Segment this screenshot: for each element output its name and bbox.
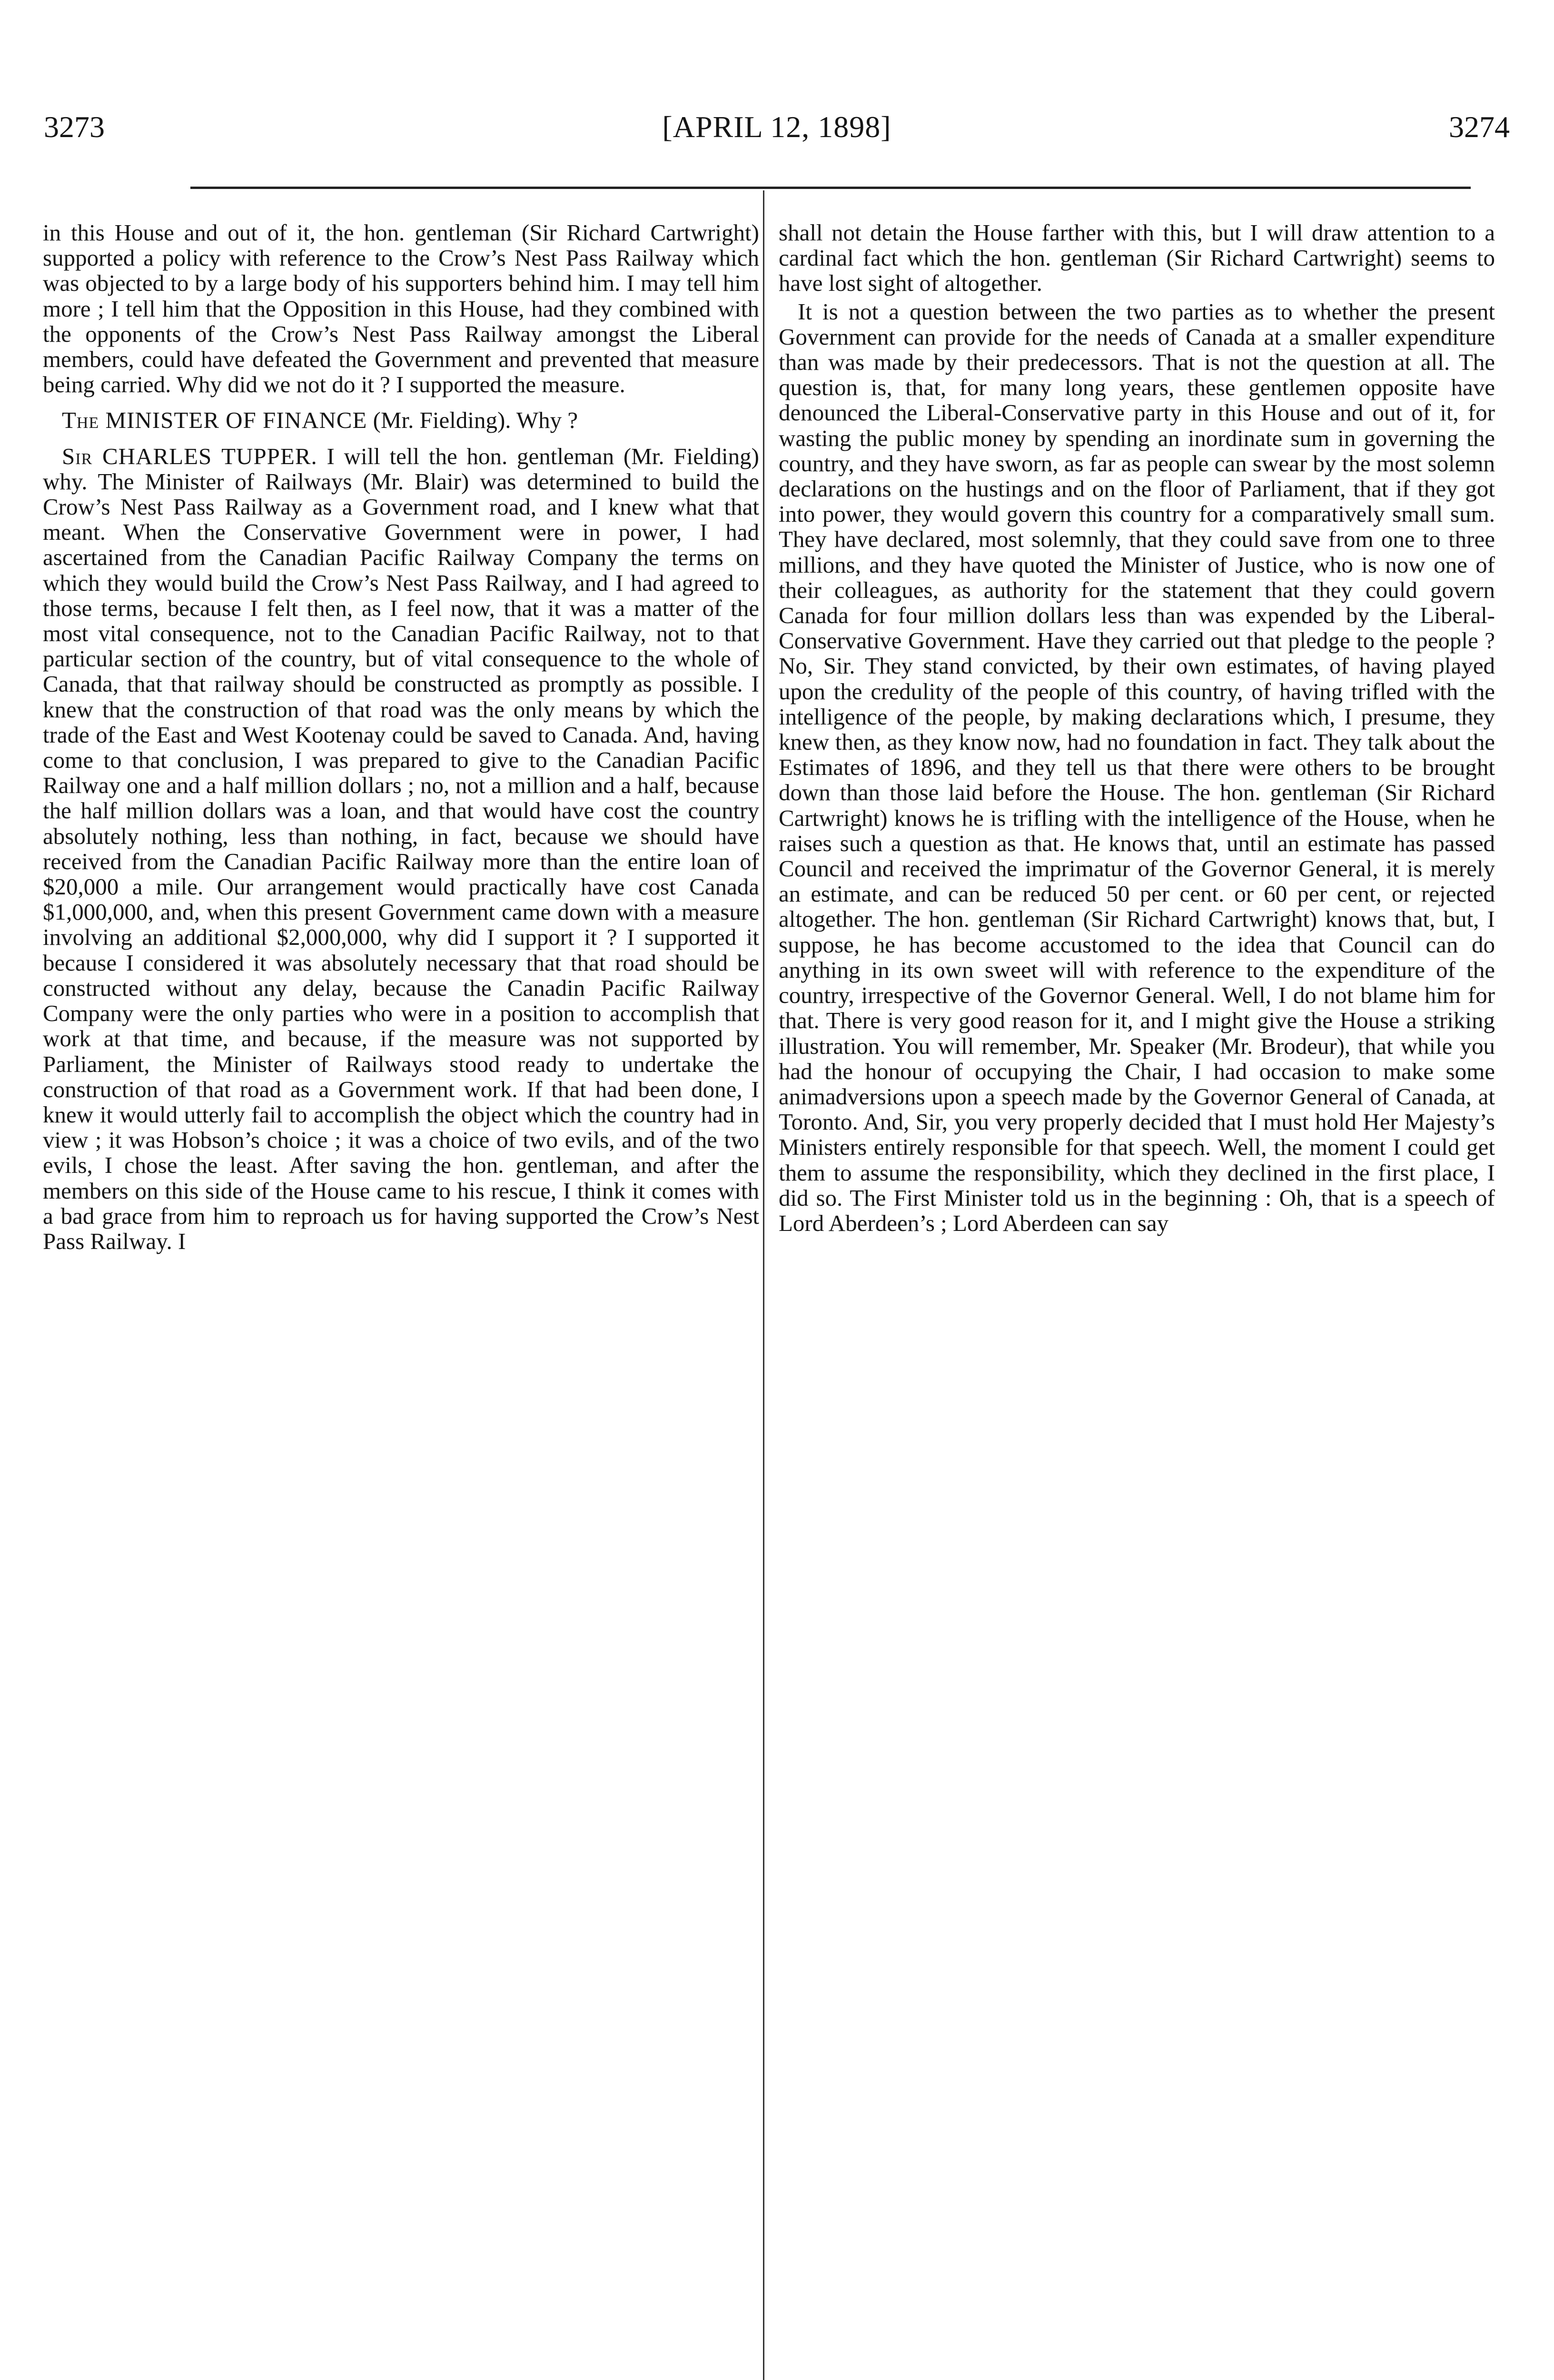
page-number-right: 3274 <box>1449 110 1510 144</box>
left-paragraph-2 <box>43 407 759 433</box>
left-paragraph-2-text: (Mr. Fielding). Why ? <box>367 407 578 434</box>
left-column <box>43 220 759 1254</box>
page-number-left: 3273 <box>44 110 105 144</box>
left-paragraph-3-text: I will tell the hon. gentleman (Mr. Fielding) why. The Minister of Railways (Mr. Blair) was determined to build the Crow’s Nest Pass Railway as a Government road, and I knew what that meant. When the Conservative Government were in power, I had ascertained from the Canadian Pacific Railway Company the terms on which they would build the Crow’s Nest Pass Railway, and I had agreed to those terms, because I felt then, as I feel now, that it was a matter of the most vital consequence, not to the Canadian Pacific Railway, not to that particular section of the country, but of vital consequence to the whole of Canada, that that railway should be constructed as promptly as possible. I knew that the construction of that road was the only means by which the trade of the East and West Kootenay could be saved to Canada. And, having come to that conclusion, I was prepared to give to the Canadian Pacific Railway one and a half million dollars ; no, not a million and a half, because the half million dollars was a loan, and that would have cost the country absolutely nothing, less than nothing, in fact, because we should have received from the Canadian Pacific Railway more than the entire loan of $20,000 a mile. Our arrangement would practically have cost Canada $1,000,000, and, when this present Government came down with a measure involving an additional $2,000,000, why did I support it ? I supported it because I considered it was absolutely necessary that that road should be constructed without any delay, because the Canadin Pacific Railway Company were the only parties who were in a position to accomplish that work at that time, and because, if the measure was not supported by Parliament, the Minister of Railways stood ready to undertake the construction of that road as a Government work. If that had been done, I knew it would utterly fail to accomplish the object which the country had in view ; it was Hobson’s choice ; it was a choice of two evils, and of the two evils, I chose the least. After saving the hon. gentleman, and after the members on this side of the House came to his rescue, I think it comes with a bad grace from him to reproach us for having supported the Crow’s Nest Pass Railway. I <box>43 443 759 1254</box>
header-rule <box>190 187 1471 189</box>
page-date: [APRIL 12, 1898] <box>662 110 891 144</box>
right-column <box>779 220 1495 1236</box>
left-paragraph-3 <box>43 444 759 1254</box>
right-paragraph-1: shall not detain the House farther with this, but I will draw attention to a cardinal fact which the hon. gentleman (Sir Richard Cartwright) seems to have lost sight of altogether. <box>779 219 1495 297</box>
speaker-minister-of-finance: The MINISTER OF FINANCE <box>62 407 367 434</box>
right-paragraph-2: It is not a question between the two parties as to whether the present Government can provide for the needs of Canada at a smaller expenditure than was made by their predecessors. That is not the question at all. The question is, that, for many long years, these gentlemen opposite have denounced the Liberal-Conservative party in this House and out of it, for wasting the public money by spending an inordinate sum in governing the country, and they have sworn, as far as people can swear by the most solemn declarations on the hustings and on the floor of Parliament, that if they got into power, they would govern this country for a comparatively small sum. They have declared, most solemnly, that they could save from one to three millions, and they have quoted the Minister of Justice, who is now one of their colleagues, as authority for the statement that they could govern Canada for four million dollars less than was expended by the Liberal-Conservative Government. Have they carried out that pledge to the people ? No, Sir. They stand convicted, by their own estimates, of having played upon the credulity of the people of this country, of having trifled with the intelligence of the people, by making declarations which, I presume, they knew then, as they know now, had no foundation in fact. They talk about the Estimates of 1896, and they tell us that there were others to be brought down than those laid before the House. The hon. gentleman (Sir Richard Cartwright) knows he is trifling with the intelligence of the House, when he raises such a question as that. He knows that, until an estimate has passed Council and received the imprimatur of the Governor General, it is merely an estimate, and can be reduced 50 per cent. or 60 per cent, or rejected altogether. The hon. gentleman (Sir Richard Cartwright) knows that, but, I suppose, he has become accustomed to the idea that Council can do anything in its own sweet will with reference to the expenditure of the country, irrespective of the Governor General. Well, I do not blame him for that. There is very good reason for it, and I might give the House a striking illustration. You will remember, Mr. Speaker (Mr. Brodeur), that while you had the honour of occupying the Chair, I had occasion to make some animadversions upon a speech made by the Governor General of Canada, at Toronto. And, Sir, you very properly decided that I must hold Her Majesty’s Ministers entirely responsible for that speech. Well, the moment I could get them to assume the responsibility, which they declined in the first place, I did so. The First Minister told us in the beginning : Oh, that is a speech of Lord Aberdeen’s ; Lord Aberdeen can say <box>779 298 1495 1236</box>
speaker-sir-charles-tupper: Sir CHARLES TUPPER. <box>62 443 317 469</box>
left-paragraph-1: in this House and out of it, the hon. gentleman (Sir Richard Cartwright) supported a policy with reference to the Crow’s Nest Pass Railway which was objected to by a large body of his supporters behind him. I may tell him more ; I tell him that the Opposition in this House, had they combined with the opponents of the Crow’s Nest Pass Railway amongst the Liberal members, could have defeated the Government and prevented that measure being carried. Why did we not do it ? I supported the measure. <box>43 219 759 398</box>
page-header <box>44 106 1510 149</box>
column-divider <box>763 190 764 2380</box>
